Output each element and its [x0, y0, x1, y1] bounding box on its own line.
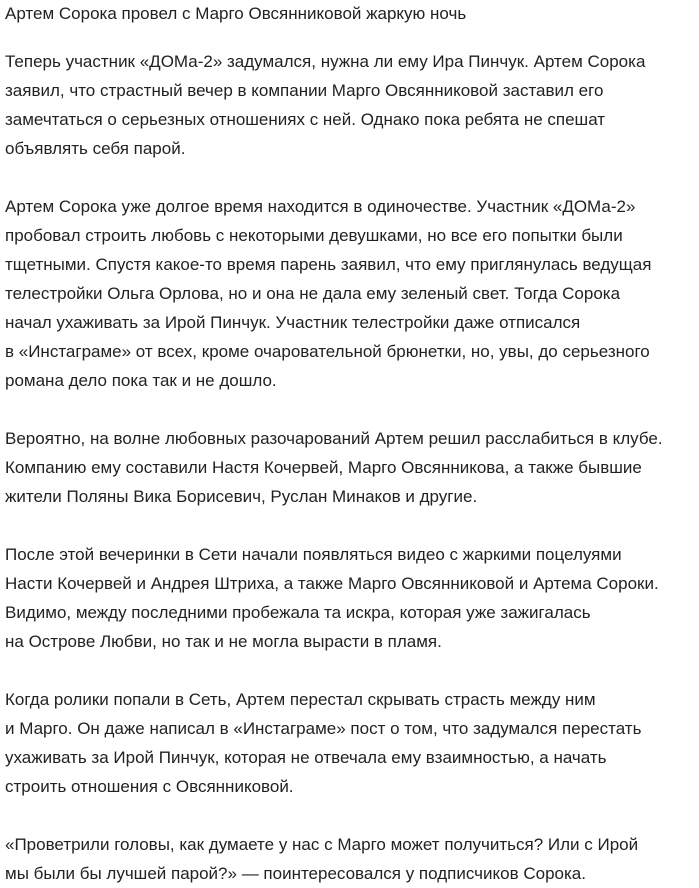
text-line: телестройки Ольга Орлова, но и она не дала ему зеленый свет. Тогда Сорока — [5, 284, 621, 303]
article-paragraph-1 — [5, 47, 695, 163]
text-line: Теперь участник «ДОМа-2» задумался, нужна ли ему Ира Пинчук. Артем Сорока — [5, 52, 646, 71]
text-line: замечтаться о серьезных отношениях с ней. Однако пока ребята не спешат — [5, 110, 606, 129]
text-line: и Марго. Он даже написал в «Инстаграме» пост о том, что задумался перестать — [5, 719, 642, 738]
text-line: в «Инстаграме» от всех, кроме очаровательной брюнетки, но, увы, до серьезного — [5, 342, 650, 361]
text-line: романа дело пока так и не дошло. — [5, 371, 277, 390]
text-line: тщетными. Спустя какое-то время парень заявил, что ему приглянулась ведущая — [5, 255, 652, 274]
article-paragraph-2 — [5, 192, 695, 395]
text-line: строить отношения с Овсянниковой. — [5, 777, 294, 796]
text-line: жители Поляны Вика Борисевич, Руслан Минаков и другие. — [5, 487, 478, 506]
article-title: Артем Сорока провел с Марго Овсянниковой жаркую ночь — [5, 4, 467, 23]
text-line: пробовал строить любовь с некоторыми девушками, но все его попытки были — [5, 226, 623, 245]
text-line: Видимо, между последними пробежала та искра, которая уже зажигалась — [5, 603, 591, 622]
article-paragraph-3 — [5, 424, 695, 511]
text-line: Артем Сорока уже долгое время находится в одиночестве. Участник «ДОМа-2» — [5, 197, 636, 216]
text-line: Компанию ему составили Настя Кочервей, Марго Овсянникова, а также бывшие — [5, 458, 642, 477]
text-line: заявил, что страстный вечер в компании Марго Овсянниковой заставил его — [5, 81, 604, 100]
text-line: Когда ролики попали в Сеть, Артем перестал скрывать страсть между ним — [5, 690, 596, 709]
text-line: мы были бы лучшей парой?» — поинтересовался у подписчиков Сорока. — [5, 864, 586, 883]
text-line: «Проветрили головы, как думаете у нас с Марго может получиться? Или с Ирой — [5, 835, 639, 854]
text-line: объявлять себя парой. — [5, 139, 186, 158]
text-line: ухаживать за Ирой Пинчук, которая не отвечала ему взаимностью, а начать — [5, 748, 607, 767]
text-line: начал ухаживать за Ирой Пинчук. Участник телестройки даже отписался — [5, 313, 581, 332]
article-paragraph-5 — [5, 685, 695, 801]
article — [5, 0, 695, 888]
text-line: Вероятно, на волне любовных разочарований Артем решил расслабиться в клубе. — [5, 429, 663, 448]
text-line: После этой вечеринки в Сети начали появляться видео с жаркими поцелуями — [5, 545, 622, 564]
article-paragraph-4 — [5, 540, 695, 656]
text-line: на Острове Любви, но так и не могла вырасти в пламя. — [5, 632, 442, 651]
article-paragraph-6 — [5, 830, 695, 888]
text-line: Насти Кочервей и Андрея Штриха, а также Марго Овсянниковой и Артема Сороки. — [5, 574, 659, 593]
